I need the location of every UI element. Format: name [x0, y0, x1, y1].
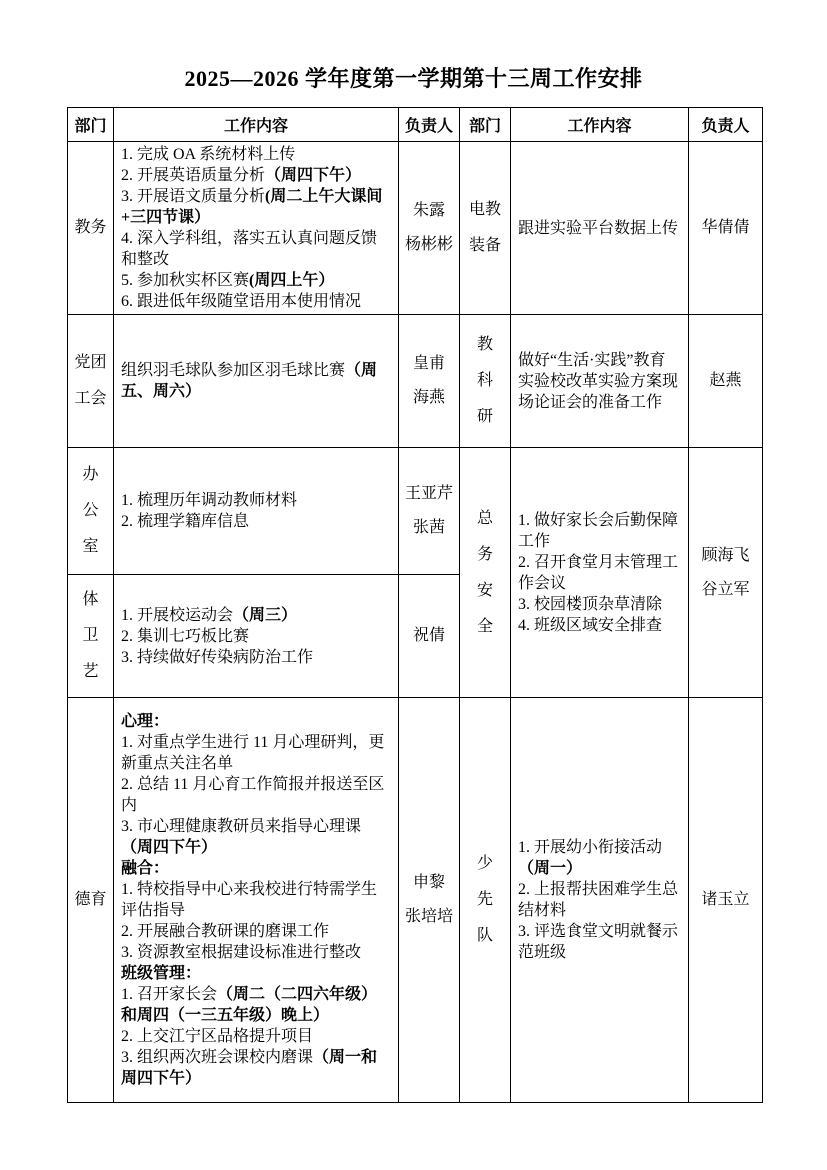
dept-cell-moral-education: 德育 [68, 698, 114, 1103]
person-cell-academic-affairs: 朱露 杨彬彬 [399, 142, 460, 315]
person-cell-young-pioneers: 诸玉立 [689, 698, 763, 1103]
content-cell-general-affairs-safety: 1. 做好家长会后勤保障工作 2. 召开食堂月末管理工作会议 3. 校园楼顶杂草清除 4. 班级区域安全排查 [511, 448, 689, 698]
content-cell-moral-education: 心理： 1. 对重点学生进行 11 月心理研判，更新重点关注名单 2. 总结 11 月心育工作简报并报送至区内 3. 市心理健康教研员来指导心理课 （周四下午） 融合： 1. 特校指导中心来我校进行特需学生评估指导 2. 开展融合教研课的磨课工作 3. 资源教室根据建设标准进行整改 班级管理： 1. 召开家长会（周二（二四六年级）和周四（一三五年级）晚上） 2. 上交江宁区品格提升项目 3. 组织两次班会课校内磨课（周一和周四下午） [114, 698, 399, 1103]
content-cell-office: 1. 梳理历年调动教师材料 2. 梳理学籍库信息 [114, 448, 399, 575]
content-cell-academic-affairs: 1. 完成 OA 系统材料上传 2. 开展英语质量分析（周四下午） 3. 开展语文质量分析(周二上午大课间+三四节课） 4. 深入学科组，落实五认真问题反馈和整改 5. 参加秋实杯区赛(周四上午） 6. 跟进低年级随堂语用本使用情况 [114, 142, 399, 315]
content-cell-teaching-research: 做好“生活·实践”教育实验校改革实验方案现场论证会的准备工作 [511, 315, 689, 448]
dept-cell-teaching-research: 教 科 研 [460, 315, 511, 448]
person-cell-general-affairs-safety: 顾海飞 谷立军 [689, 448, 763, 698]
row-moral-education [68, 698, 763, 1103]
dept-cell-office: 办 公 室 [68, 448, 114, 575]
col-header-person-right: 负责人 [689, 108, 763, 142]
content-cell-young-pioneers: 1. 开展幼小衔接活动 （周一） 2. 上报帮扶困难学生总结材料 3. 评选食堂文明就餐示范班级 [511, 698, 689, 1103]
header-row [68, 108, 763, 142]
col-header-content-right: 工作内容 [511, 108, 689, 142]
person-cell-office: 王亚芹 张茜 [399, 448, 460, 575]
col-header-person-left: 负责人 [399, 108, 460, 142]
person-cell-e-education-equipment: 华倩倩 [689, 142, 763, 315]
col-header-content-left: 工作内容 [114, 108, 399, 142]
row-academic-affairs [68, 142, 763, 315]
dept-cell-academic-affairs: 教务 [68, 142, 114, 315]
row-party-union [68, 315, 763, 448]
person-cell-moral-education: 申黎 张培培 [399, 698, 460, 1103]
document-title: 2025—2026 学年度第一学期第十三周工作安排 [184, 66, 643, 91]
dept-cell-party-union: 党团 工会 [68, 315, 114, 448]
dept-cell-young-pioneers: 少 先 队 [460, 698, 511, 1103]
content-cell-e-education-equipment: 跟进实验平台数据上传 [511, 142, 689, 315]
person-cell-party-union: 皇甫 海燕 [399, 315, 460, 448]
col-header-dept-left: 部门 [68, 108, 114, 142]
content-cell-party-union: 组织羽毛球队参加区羽毛球比赛（周五、周六） [114, 315, 399, 448]
col-header-dept-right: 部门 [460, 108, 511, 142]
dept-cell-e-education-equipment: 电教 装备 [460, 142, 511, 315]
person-cell-teaching-research: 赵燕 [689, 315, 763, 448]
person-cell-sports-health-arts: 祝倩 [399, 575, 460, 698]
dept-cell-sports-health-arts: 体 卫 艺 [68, 575, 114, 698]
content-cell-sports-health-arts: 1. 开展校运动会（周三） 2. 集训七巧板比赛 3. 持续做好传染病防治工作 [114, 575, 399, 698]
dept-cell-general-affairs-safety: 总 务 安 全 [460, 448, 511, 698]
row-office [68, 448, 763, 575]
work-schedule-table [67, 107, 763, 1103]
